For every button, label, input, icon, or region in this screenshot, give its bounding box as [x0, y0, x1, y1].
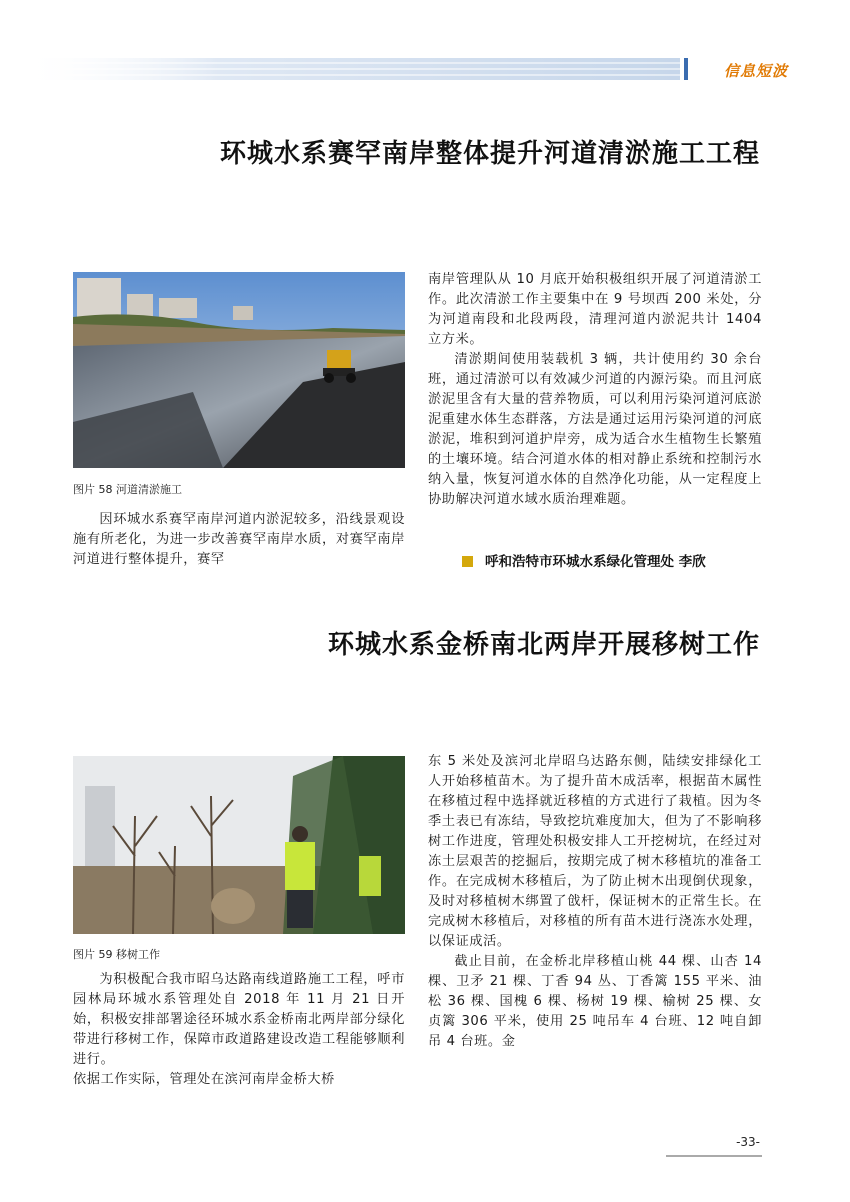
figure59-caption: 图片 59 移树工作 — [73, 948, 160, 961]
page-number: -33- — [736, 1135, 760, 1149]
river-dredging-photo — [73, 272, 405, 468]
article2-left-paragraph-2: 依据工作实际，管理处在滨河南岸金桥大桥 — [73, 1072, 335, 1087]
article2-right-column — [428, 752, 762, 1052]
article2-title: 环城水系金桥南北两岸开展移树工作 — [327, 630, 760, 660]
tree-transplant-photo — [73, 756, 405, 934]
author-marker-icon — [462, 556, 473, 567]
figure58-caption: 图片 58 河道清淤施工 — [73, 483, 182, 496]
article1-left-column — [73, 510, 405, 570]
article2-right-paragraph-1: 东 5 米处及滨河北岸昭乌达路东侧，陆续安排绿化工人开始移植苗木。为了提升苗木成活率，根据苗木属性在移植过程中选择就近移植的方式进行了栽植。因为冬季土表已有冻结，导致挖坑难度加大，但为了不影响移树工作进度，管理处积极安排人工开挖树坑，在经过对冻土层艰苦的挖掘后，按期完成了树木移植坑的准备工作。在完成树木移植后，为了防止树木出现倒伏现象，及时对移植树木绑置了戗杆，保证树木的正常生长。在完成树木移植后，对移植的所有苗木进行浇冻水处理，以保证成活。 — [428, 754, 762, 949]
article1-title: 环城水系赛罕南岸整体提升河道清淤施工工程 — [219, 139, 760, 169]
article2-right-paragraph-2: 截止目前，在金桥北岸移植山桃 44 棵、山杏 14 棵、卫矛 21 棵、丁香 94 丛、丁香篱 155 平米、油松 36 棵、国槐 6 棵、杨树 19 棵、榆树 25 棵、女贞篱 306 平米，使用 25 吨吊车 4 台班、12 吨自卸吊 4 台班。金 — [428, 954, 762, 1049]
article2-left-column — [73, 970, 405, 1090]
header-band — [0, 54, 850, 84]
article2-left-paragraph-1: 为积极配合我市昭乌达路南线道路施工工程，呼市园林局环城水系管理处自 2018 年 11 月 21 日开始，积极安排部署途径环城水系金桥南北两岸部分绿化带进行移树工作，保障市政道路建设改造工程能够顺利进行。 — [73, 972, 405, 1067]
author-name: 呼和浩特市环城水系绿化管理处 李欣 — [485, 554, 706, 570]
article1-right-paragraph-1: 南岸管理队从 10 月底开始积极组织开展了河道清淤工作。此次清淤工作主要集中在 9 号坝西 200 米处，分为河道南段和北段两段，清理河道内淤泥共计 1404 立方米。 — [428, 272, 762, 347]
footer-rule — [666, 1155, 762, 1157]
section-tag: 信息短波 — [723, 62, 788, 80]
article1-left-paragraph: 因环城水系赛罕南岸河道内淤泥较多，沿线景观设施有所老化，为进一步改善赛罕南岸水质，对赛罕南岸河道进行整体提升，赛罕 — [73, 512, 405, 567]
article1-right-paragraph-2: 清淤期间使用装载机 3 辆，共计使用约 30 余台班，通过清淤可以有效减少河道的内源污染。而且河底淤泥里含有大量的营养物质，可以利用污染河道河底淤泥重建水体生态群落，方法是通过运用污染河道的河底淤泥，堆积到河道护岸旁，成为适合水生植物生长繁殖的土壤环境。结合河道水体的相对静止系统和控制污水纳入量，恢复河道水体的自然净化功能，从一定程度上协助解决河道水域水质治理难题。 — [428, 352, 762, 507]
article1-author — [462, 550, 706, 570]
article1-right-column — [428, 270, 762, 510]
